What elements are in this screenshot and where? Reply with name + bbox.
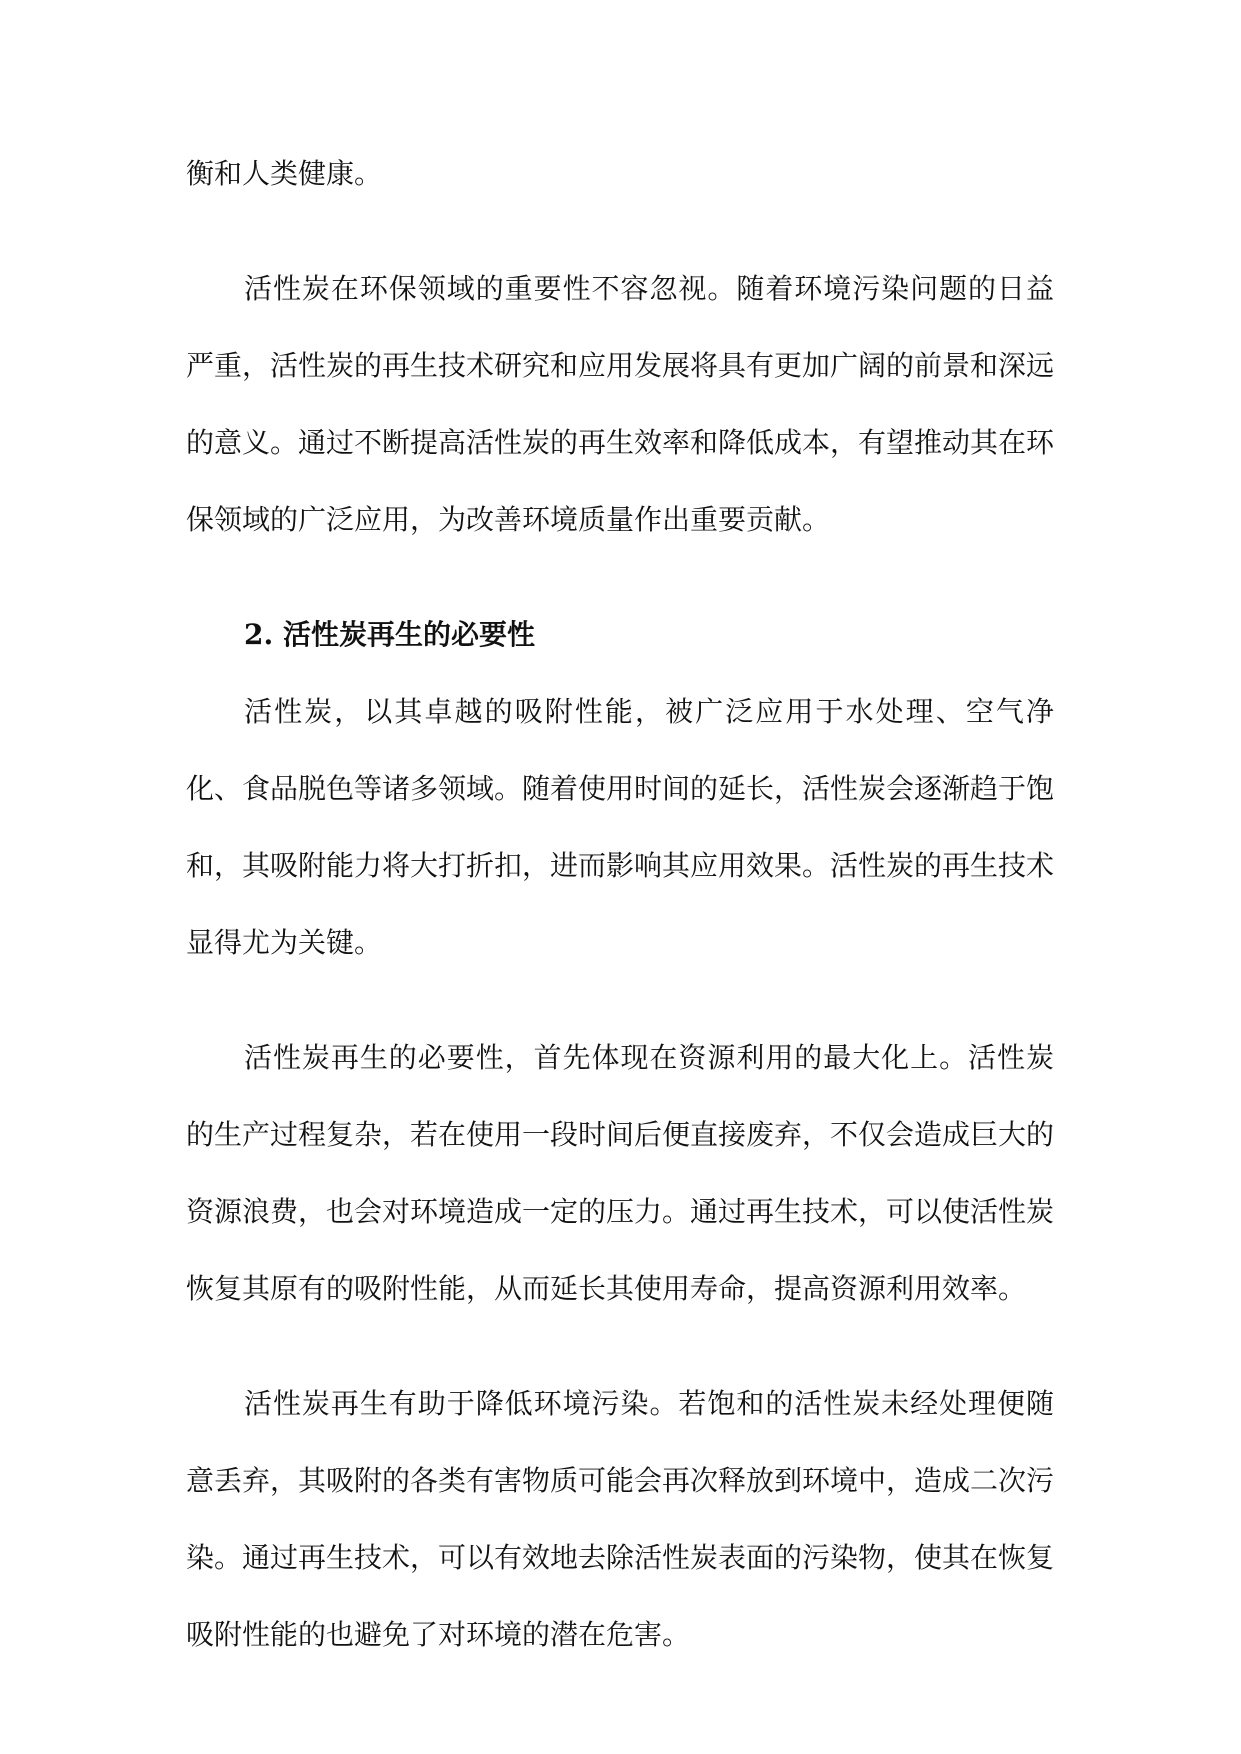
document-body — [186, 135, 1054, 1673]
paragraph-importance: 活性炭在环保领域的重要性不容忽视。随着环境污染问题的日益严重，活性炭的再生技术研究和应用发展将具有更加广阔的前景和深远的意义。通过不断提高活性炭的再生效率和降低成本，有望推动其在环保领域的广泛应用，为改善环境质量作出重要贡献。 — [186, 272, 1055, 536]
paragraph-pollution-reduction: 活性炭再生有助于降低环境污染。若饱和的活性炭未经处理便随意丢弃，其吸附的各类有害物质可能会再次释放到环境中，造成二次污染。通过再生技术，可以有效地去除活性炭表面的污染物，使其在恢复吸附性能的也避免了对环境的潜在危害。 — [186, 1387, 1055, 1651]
paragraph-resource-utilization: 活性炭再生的必要性，首先体现在资源利用的最大化上。活性炭的生产过程复杂，若在使用一段时间后便直接废弃，不仅会造成巨大的资源浪费，也会对环境造成一定的压力。通过再生技术，可以使活性炭恢复其原有的吸附性能，从而延长其使用寿命，提高资源利用效率。 — [186, 1041, 1055, 1305]
section-heading: 2. 活性炭再生的必要性 — [244, 618, 535, 651]
paragraph-continued: 衡和人类健康。 — [186, 157, 383, 190]
paragraph-intro: 活性炭，以其卓越的吸附性能，被广泛应用于水处理、空气净化、食品脱色等诸多领域。随着使用时间的延长，活性炭会逐渐趋于饱和，其吸附能力将大打折扣，进而影响其应用效果。活性炭的再生技术显得尤为关键。 — [186, 695, 1055, 959]
